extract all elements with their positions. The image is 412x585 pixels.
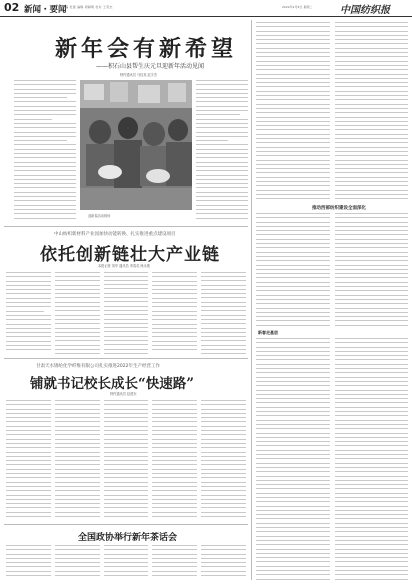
issue-date: 2022年2月8日 星期二 xyxy=(282,5,313,9)
right-col-top-text xyxy=(256,22,408,202)
story4-text xyxy=(6,545,246,581)
right-col-mid-text xyxy=(256,213,408,328)
editor-meta: 主编 杜蕾 编辑 胡赫明 校对 王英杰 xyxy=(62,5,113,9)
page-number: 02 xyxy=(4,1,20,14)
story2-kicker: 中山纺织新材料产业园加快动能转换、扎实推进重点建设项目 xyxy=(54,232,176,237)
header-rule xyxy=(0,16,412,17)
column-divider xyxy=(251,20,252,580)
story1-text-mid xyxy=(196,80,248,220)
story2-text xyxy=(6,272,246,354)
story2-bottom-rule xyxy=(4,358,248,359)
story1-bottom-rule xyxy=(4,226,248,227)
story2-byline: 本报记者 刘华 通讯员 李春英 徐永康 xyxy=(98,264,150,268)
right-col-section-marker: 新春走基层 xyxy=(258,330,278,335)
story1-photo-caption: 迎新春活动现场 xyxy=(88,214,111,218)
story3-bottom-rule xyxy=(4,524,248,525)
story1-byline: 特约通讯员 马桂英 赵宇杰 xyxy=(120,73,158,77)
story2-title: 依托创新链壮大产业链 xyxy=(40,245,220,265)
story3-byline: 特约通讯员 赵建东 xyxy=(110,392,137,396)
story3-title: 铺就书记校长成长“快速路” xyxy=(30,376,195,392)
story3-text xyxy=(6,400,246,520)
newspaper-logo: 中国纺织报 xyxy=(340,5,390,16)
right-col-bottom-text xyxy=(256,338,408,580)
story1-subtitle: ——积石山县帮生庆元旦迎新年活动见闻 xyxy=(96,63,205,70)
right-col-box-heading: 推动西部纺织建设全面深化 xyxy=(312,206,366,211)
story4-title: 全国政协举行新年茶话会 xyxy=(78,533,178,543)
story3-kicker: 甘肃天水锦纶化学纤维有限公司扎实推进2022年生产经营工作 xyxy=(36,364,160,369)
section-name: 新闻・要闻 xyxy=(24,5,67,15)
story1-text-left xyxy=(14,80,76,220)
story1-title: 新年会有新希望 xyxy=(55,36,238,62)
story1-photo xyxy=(80,80,192,210)
page-header xyxy=(0,0,412,17)
